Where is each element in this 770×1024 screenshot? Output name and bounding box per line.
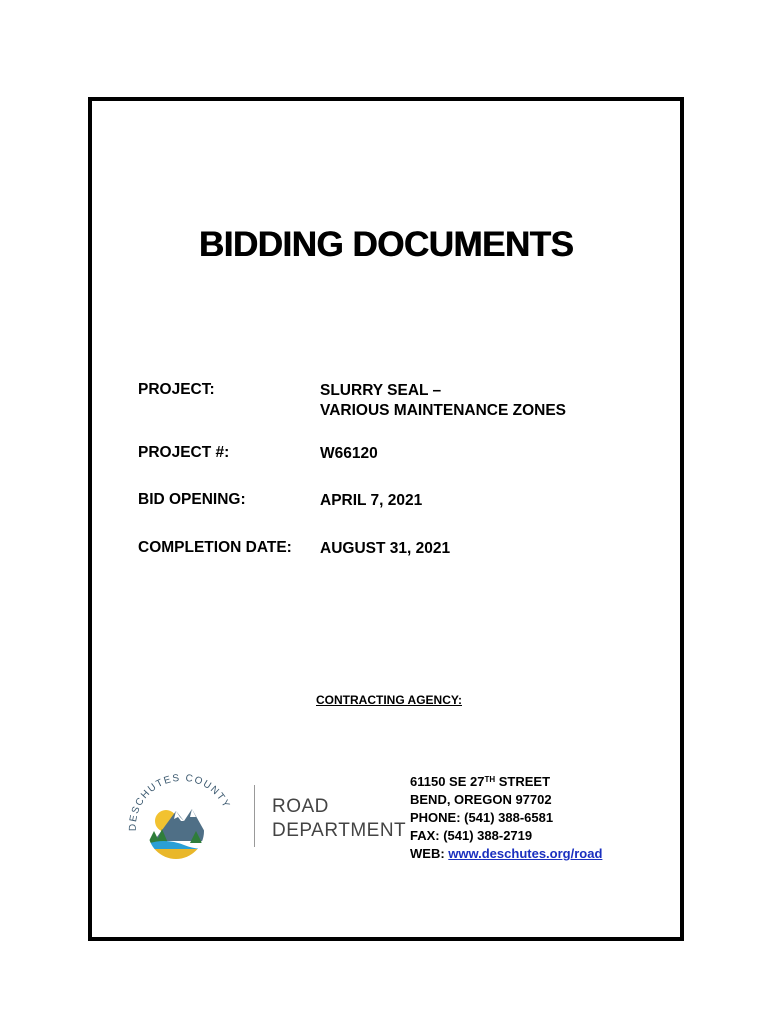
county-seal-icon bbox=[124, 771, 246, 861]
address-city: BEND, OREGON 97702 bbox=[410, 792, 552, 807]
deschutes-county-logo bbox=[124, 771, 407, 861]
completion-date-label: COMPLETION DATE: bbox=[138, 539, 292, 556]
logo-divider bbox=[254, 785, 255, 847]
contracting-agency-heading: CONTRACTING AGENCY: bbox=[316, 693, 462, 707]
project-number-value: W66120 bbox=[320, 445, 378, 462]
logo-arc-text: DESCHUTES COUNTY bbox=[127, 772, 232, 832]
project-value-line2: VARIOUS MAINTENANCE ZONES bbox=[320, 402, 567, 419]
address-web-label: WEB: bbox=[410, 846, 449, 861]
logo-wordmark bbox=[272, 795, 406, 843]
document-frame bbox=[88, 97, 684, 941]
completion-date-value: AUGUST 31, 2021 bbox=[320, 540, 451, 557]
address-street-number: 61150 SE 27 bbox=[410, 774, 485, 789]
address-street-sup: TH bbox=[484, 775, 496, 784]
agency-address bbox=[410, 773, 602, 863]
address-fax: FAX: (541) 388-2719 bbox=[410, 828, 533, 843]
website-link[interactable]: www.deschutes.org/road bbox=[448, 846, 603, 861]
bid-opening-value: APRIL 7, 2021 bbox=[320, 492, 423, 509]
address-web bbox=[410, 845, 602, 863]
page-title: BIDDING DOCUMENTS bbox=[198, 225, 574, 264]
address-street-suffix: STREET bbox=[495, 774, 551, 789]
bid-opening-label: BID OPENING: bbox=[138, 491, 246, 508]
address-street bbox=[410, 773, 602, 791]
project-value-line1: SLURRY SEAL – bbox=[320, 382, 442, 399]
ground-shape bbox=[144, 849, 214, 861]
project-value bbox=[320, 381, 566, 421]
project-label: PROJECT: bbox=[138, 381, 215, 398]
logo-line-department: DEPARTMENT bbox=[272, 820, 407, 841]
logo-line-road: ROAD bbox=[272, 796, 329, 817]
project-number-label: PROJECT #: bbox=[138, 444, 230, 461]
address-phone: PHONE: (541) 388-6581 bbox=[410, 810, 554, 825]
